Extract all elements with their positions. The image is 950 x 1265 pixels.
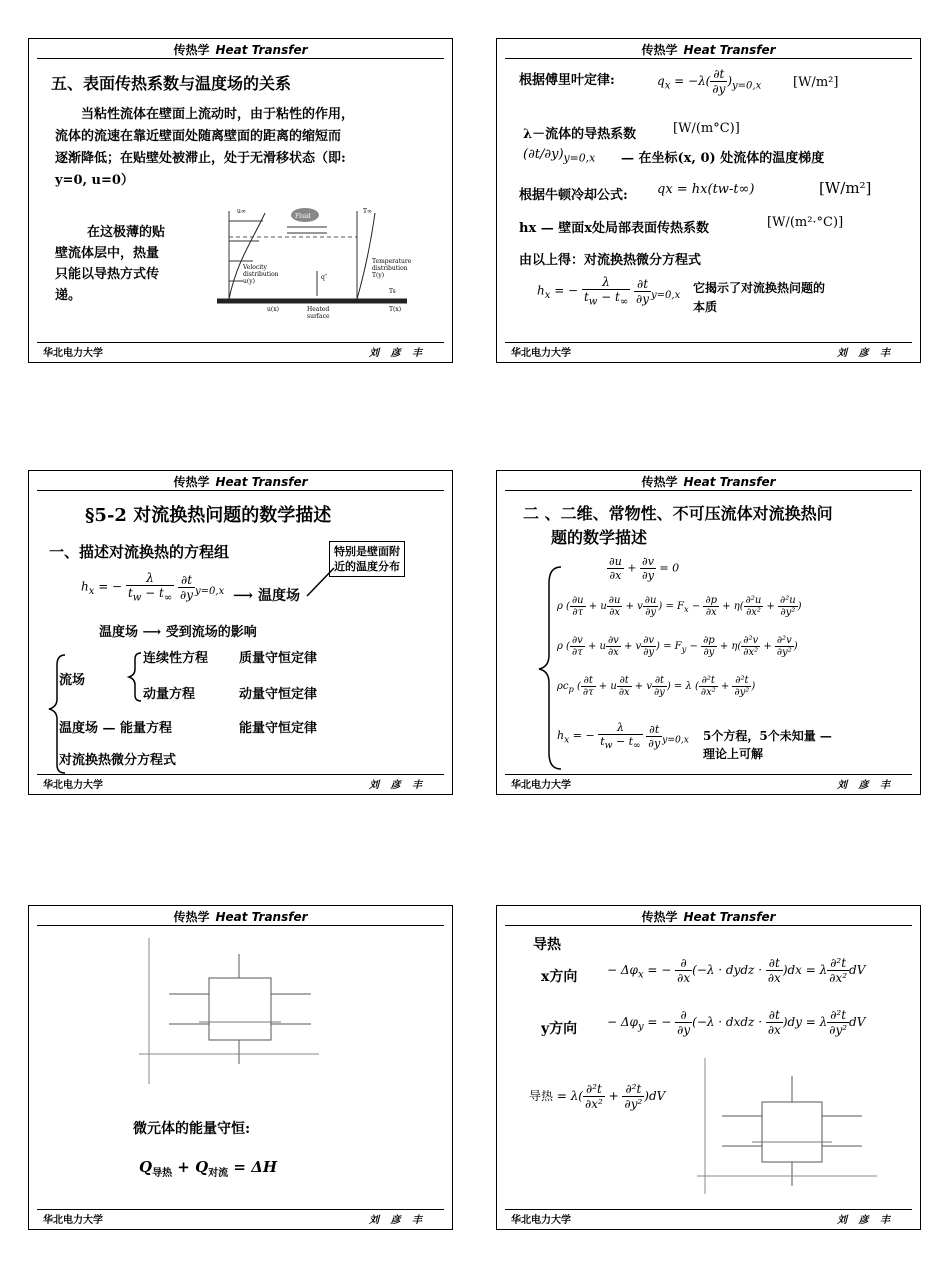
convection-differential-equation: $h_x$ = − $\frac{\lambda}{t_w - t_\infty}$ $\frac{\partial t}{\partial y}$ $_{y=0,x}$ bbox=[537, 275, 681, 308]
svg-text:q″: q″ bbox=[321, 274, 328, 281]
y-conduction-equation: − $\Delta\varphi_y$ = − $\frac{\partial}{\partial y}$ (−λ · dxdz · $\frac{\partial t}{\partial x}$ )dy = λ $\frac{\text{∂²t}}{\text{∂y²}}$ dV bbox=[607, 1008, 866, 1037]
lambda-definition: λ－流体的导热系数 bbox=[523, 127, 637, 142]
energy-equation-label: 温度场 — 能量方程 bbox=[59, 721, 173, 736]
equation-note: 本质 bbox=[693, 300, 718, 314]
y-direction-label: y方向 bbox=[541, 1021, 578, 1037]
dependency-line: 温度场 ⟶ 受到流场的影响 bbox=[99, 625, 257, 640]
slide-6 bbox=[496, 905, 921, 1230]
slide-3 bbox=[28, 470, 453, 795]
fourier-equation: $q_x = -\lambda$( $\frac{\partial t}{\partial y}$ )$_{y=0,x}$ bbox=[657, 67, 762, 96]
convection-equation-label: 对流换热微分方程式 bbox=[59, 753, 177, 768]
svg-text:T(y): T(y) bbox=[372, 272, 385, 279]
svg-text:Fluid: Fluid bbox=[295, 213, 311, 220]
footer-left: 华北电力大学 bbox=[511, 1215, 571, 1226]
slide-2 bbox=[496, 38, 921, 363]
slide-title: §5-2 对流换热问题的数学描述 bbox=[85, 505, 332, 526]
unit-conductivity: [W/(m°C)] bbox=[673, 121, 740, 136]
slide-title: 五、表面传热系数与温度场的关系 bbox=[51, 74, 292, 93]
continuity-equation-label: 连续性方程 bbox=[143, 651, 209, 666]
svg-text:u(y): u(y) bbox=[243, 278, 255, 285]
convection-equation: $h_x$ = − $\frac{\lambda}{t_w - t_\infty}$ $\frac{\partial t}{\partial y}$ $_{y=0,x}$ bbox=[557, 721, 689, 752]
footer-left: 华北电力大学 bbox=[511, 348, 571, 359]
control-volume-figure bbox=[129, 934, 339, 1094]
solvability-note: 5个方程，5个未知量 — bbox=[703, 729, 832, 743]
control-volume-figure bbox=[687, 1054, 897, 1204]
svg-text:u(x): u(x) bbox=[267, 306, 279, 313]
paragraph-line: y=0, u=0） bbox=[55, 173, 134, 188]
svg-text:T∞: T∞ bbox=[363, 208, 372, 215]
unit-w-m2: [W/m²] bbox=[793, 75, 839, 90]
energy-balance-equation: $Q_{导热} + Q_{对流} = \Delta H$ bbox=[139, 1158, 278, 1179]
conduction-heading: 导热 bbox=[533, 937, 561, 953]
svg-text:u∞: u∞ bbox=[237, 208, 246, 215]
boundary-layer-figure bbox=[207, 201, 417, 321]
x-direction-label: x方向 bbox=[541, 969, 578, 985]
slide-1 bbox=[28, 38, 453, 363]
gradient-definition: — 在坐标(x, 0) 处流体的温度梯度 bbox=[621, 151, 825, 166]
hx-definition: hx — 壁面x处局部表面传热系数 bbox=[519, 221, 710, 236]
footer-left: 华北电力大学 bbox=[43, 780, 103, 791]
newton-law-label: 根据牛顿冷却公式: bbox=[519, 188, 628, 203]
continuity-equation: $\frac{\partial u}{\partial x}$ + $\frac{\partial v}{\partial y}$ = 0 bbox=[609, 555, 680, 582]
paragraph-line: 壁流体层中，热量 bbox=[55, 246, 160, 261]
paragraph-line: 当粘性流体在壁面上流动时，由于粘性的作用， bbox=[81, 107, 355, 122]
slide-header: 传热学 Heat Transfer bbox=[173, 475, 308, 489]
slide-4 bbox=[496, 470, 921, 795]
footer-right: 刘 彦 丰 bbox=[369, 780, 426, 791]
footer-right: 刘 彦 丰 bbox=[369, 1215, 426, 1226]
paragraph-line: 逐渐降低；在贴壁处被滞止，处于无滑移状态（即: bbox=[55, 151, 346, 166]
x-conduction-equation: − $\Delta\varphi_x$ = − $\frac{\partial}{\partial x}$ (−λ · dydz · $\frac{\partial t}{\partial x}$ )dx = λ $\frac{\text{∂²t}}{\text{∂x²}}$ dV bbox=[607, 956, 866, 985]
paragraph-line: 递。 bbox=[55, 288, 82, 303]
unit-w-m2: [W/m²] bbox=[819, 179, 872, 197]
svg-text:distribution: distribution bbox=[372, 265, 408, 272]
paragraph-line: 流体的流速在靠近壁面处随离壁面的距离的缩短而 bbox=[55, 129, 342, 144]
svg-text:distribution: distribution bbox=[243, 271, 279, 278]
svg-text:Ts: Ts bbox=[389, 288, 396, 295]
y-momentum-equation: ρ ( $\frac{\partial v}{\partial\tau}$ + u $\frac{\partial v}{\partial x}$ + v $\frac{\partial v}{\partial y}$ ) = $F_y$ − $\frac{\partial p}{\partial y}$ + η( $\frac{\text{∂²v}}{\text{∂x²}}$ + $\frac{\text{∂²v}}{\text{∂y²}}$ ) bbox=[557, 635, 798, 658]
x-momentum-equation: ρ ( $\frac{\partial u}{\partial\tau}$ + u $\frac{\partial u}{\partial x}$ + v $\frac{\partial u}{\partial y}$ ) = $F_x$ − $\frac{\partial p}{\partial x}$ + η( $\frac{\text{∂²u}}{\text{∂x²}}$ + $\frac{\text{∂²u}}{\text{∂y²}}$ ) bbox=[557, 595, 802, 618]
energy-conservation-label: 能量守恒定律 bbox=[239, 721, 318, 736]
footer-left: 华北电力大学 bbox=[43, 348, 103, 359]
paragraph-line: 只能以导热方式传 bbox=[55, 267, 160, 282]
slide-header: 传热学 Heat Transfer bbox=[173, 43, 308, 57]
energy-conservation-caption: 微元体的能量守恒: bbox=[133, 1121, 251, 1137]
unit-htc: [W/(m²·°C)] bbox=[767, 215, 844, 230]
footer-right: 刘 彦 丰 bbox=[369, 348, 426, 359]
section-heading: 一、描述对流换热的方程组 bbox=[49, 543, 230, 561]
svg-text:Heated: Heated bbox=[307, 306, 330, 313]
conclusion-label: 由以上得：对流换热微分方程式 bbox=[519, 253, 702, 268]
slide-5 bbox=[28, 905, 453, 1230]
gradient-symbol: $(\partial t/\partial y)_{y=0,x}$ bbox=[523, 147, 596, 165]
footer-right: 刘 彦 丰 bbox=[837, 780, 894, 791]
newton-equation: qx = hx(tw-t∞) bbox=[657, 182, 755, 197]
footer-left: 华北电力大学 bbox=[43, 1215, 103, 1226]
svg-text:Temperature: Temperature bbox=[372, 258, 412, 265]
total-conduction-equation: 导热 = λ( $\frac{\text{∂²t}}{\text{∂x²}}$ + $\frac{\text{∂²t}}{\text{∂y²}}$ )dV bbox=[529, 1082, 666, 1111]
arrow-to-temperature: ⟶ 温度场 bbox=[233, 588, 300, 604]
momentum-conservation-label: 动量守恒定律 bbox=[239, 687, 318, 702]
momentum-equation-label: 动量方程 bbox=[143, 687, 196, 702]
slide-title: 题的数学描述 bbox=[551, 528, 648, 547]
footer-right: 刘 彦 丰 bbox=[837, 1215, 894, 1226]
svg-text:Velocity: Velocity bbox=[243, 264, 267, 271]
solvability-note: 理论上可解 bbox=[703, 747, 764, 761]
mass-conservation-label: 质量守恒定律 bbox=[239, 651, 318, 666]
slide-header: 传热学 Heat Transfer bbox=[641, 910, 776, 924]
energy-equation: $\rho c_p$ ( $\frac{\partial t}{\partial\tau}$ + u $\frac{\partial t}{\partial x}$ + v $\frac{\partial t}{\partial y}$ ) = λ ( $\frac{\text{∂²t}}{\text{∂x²}}$ + $\frac{\text{∂²t}}{\text{∂y²}}$ ) bbox=[557, 675, 756, 698]
paragraph-line: 在这极薄的贴 bbox=[87, 225, 166, 240]
slide-header: 传热学 Heat Transfer bbox=[173, 910, 308, 924]
svg-text:T(x): T(x) bbox=[389, 306, 402, 313]
slide-title: 二 、二维、常物性、不可压流体对流换热问 bbox=[523, 504, 833, 523]
equation-note: 它揭示了对流换热问题的 bbox=[693, 281, 826, 295]
slide-header: 传热学 Heat Transfer bbox=[641, 43, 776, 57]
flow-field-label: 流场 bbox=[59, 673, 86, 688]
footer-left: 华北电力大学 bbox=[511, 780, 571, 791]
slide-header: 传热学 Heat Transfer bbox=[641, 475, 776, 489]
svg-text:surface: surface bbox=[307, 313, 330, 320]
hx-equation: $h_x$ = − $\frac{\lambda}{t_w - t_\infty}$ $\frac{\partial t}{\partial y}$ $_{y=0,x}$ bbox=[81, 571, 225, 604]
fourier-law-label: 根据傅里叶定律: bbox=[519, 73, 615, 88]
footer-right: 刘 彦 丰 bbox=[837, 348, 894, 359]
callout-box: 特别是壁面附 近的温度分布 bbox=[329, 541, 405, 577]
